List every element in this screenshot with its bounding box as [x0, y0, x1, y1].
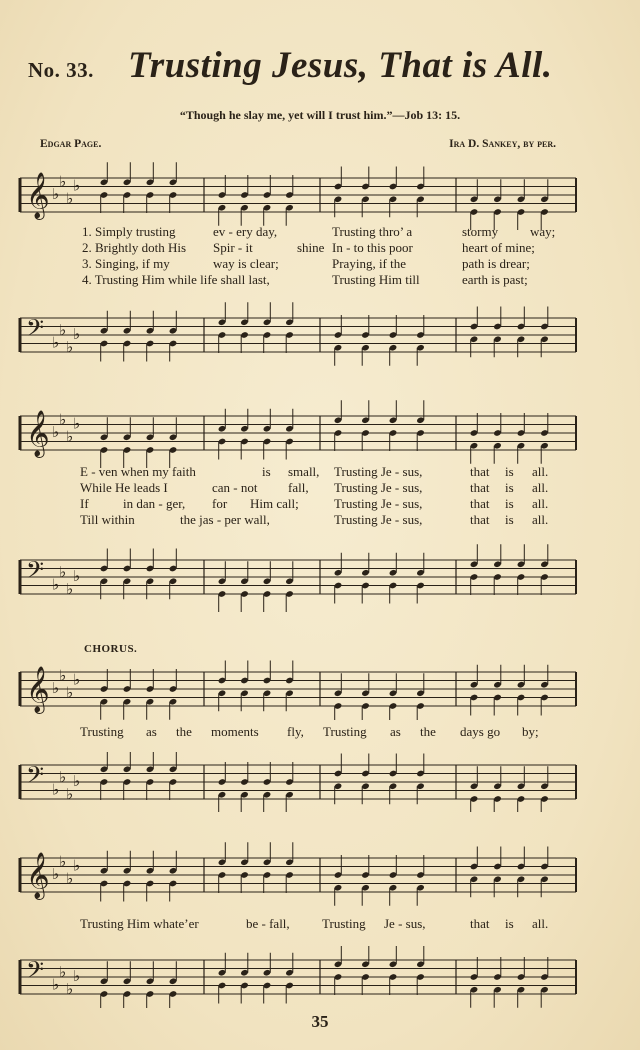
- flat-icon: ♭: [52, 865, 60, 883]
- lyric-syllable: Je - sus,: [384, 916, 426, 931]
- bass-clef-icon: 𝄢: [26, 556, 45, 590]
- lyric-syllable: Him call;: [250, 496, 299, 511]
- flat-icon: ♭: [66, 337, 74, 356]
- lyric-line-chorus-1: [0, 724, 640, 740]
- lyric-syllable: by;: [522, 724, 539, 739]
- music-staff-treble: [0, 398, 640, 468]
- flat-icon: ♭: [59, 410, 67, 429]
- lyric-syllable: small,: [288, 464, 320, 479]
- lyric-line-verse-2: [0, 480, 640, 496]
- bass-clef-icon: 𝄢: [26, 761, 45, 795]
- lyric-syllable: is: [505, 480, 514, 495]
- flat-icon: ♭: [59, 666, 67, 685]
- composer-credit: Ira D. Sankey, by per.: [449, 138, 556, 150]
- lyric-syllable: Trusting Je - sus,: [334, 512, 423, 527]
- lyric-syllable: all.: [532, 916, 549, 931]
- flat-icon: ♭: [73, 856, 81, 875]
- lyric-syllable: is: [505, 512, 514, 527]
- flat-icon: ♭: [66, 869, 74, 888]
- lyric-syllable: In - to this poor: [332, 240, 413, 255]
- lyric-syllable: If: [80, 496, 89, 511]
- lyric-syllable: as: [146, 724, 157, 739]
- lyric-syllable: Trusting: [80, 724, 124, 739]
- flat-icon: ♭: [52, 975, 60, 994]
- lyric-syllable: all.: [532, 480, 549, 495]
- lyric-line-chorus-2: [0, 916, 640, 932]
- lyric-syllable: Praying, if the: [332, 256, 407, 271]
- lyric-syllable: Trusting Je - sus,: [334, 480, 423, 495]
- flat-icon: ♭: [73, 414, 81, 433]
- flat-icon: ♭: [73, 567, 81, 585]
- flat-icon: ♭: [73, 176, 81, 195]
- lyric-syllable: Trusting: [323, 724, 367, 739]
- lyric-syllable: heart of mine;: [462, 240, 535, 255]
- bass-clef-icon: 𝄢: [26, 956, 45, 990]
- flat-icon: ♭: [59, 767, 67, 786]
- lyric-syllable: way is clear;: [213, 256, 279, 271]
- flat-icon: ♭: [52, 780, 60, 799]
- lyric-line-verse-4: [0, 512, 640, 528]
- lyric-syllable: path is drear;: [462, 256, 530, 271]
- lyric-syllable: Trusting Him whate’er: [80, 916, 199, 931]
- lyric-syllable: all.: [532, 496, 549, 511]
- lyric-syllable: fly,: [287, 724, 304, 739]
- lyric-line-verse-1: [0, 224, 640, 240]
- lyric-syllable: Trusting Je - sus,: [334, 464, 423, 479]
- lyric-syllable: Spir - it: [213, 240, 253, 255]
- lyric-syllable: fall,: [288, 480, 309, 495]
- treble-clef-icon: 𝄞: [26, 666, 50, 713]
- flat-icon: ♭: [52, 333, 60, 352]
- chorus-label: CHORUS.: [84, 643, 138, 655]
- lyric-syllable: ev - ery day,: [213, 224, 278, 239]
- flat-icon: ♭: [59, 962, 67, 981]
- lyric-syllable: the: [420, 724, 436, 739]
- page-number: 35: [311, 1012, 329, 1031]
- lyric-line-verse-2: [0, 240, 640, 256]
- flat-icon: ♭: [66, 784, 74, 803]
- lyric-syllable: is: [505, 916, 514, 931]
- lyric-syllable: stormy: [462, 224, 499, 239]
- lyric-syllable: 4. Trusting Him while life shall last,: [82, 272, 270, 287]
- music-staff-bass: [0, 946, 640, 1008]
- lyric-syllable: the: [176, 724, 192, 739]
- lyric-line-verse-1: [0, 464, 640, 480]
- treble-clef-icon: 𝄞: [26, 172, 50, 219]
- lyric-syllable: the jas - per wall,: [180, 512, 270, 527]
- flat-icon: ♭: [59, 320, 67, 339]
- lyric-syllable: way;: [530, 224, 556, 239]
- music-staff-bass: [0, 752, 640, 812]
- lyric-syllable: that: [470, 464, 490, 479]
- lyric-syllable: earth is past;: [462, 272, 528, 287]
- treble-clef-icon: 𝄞: [26, 410, 50, 457]
- scripture-epigraph: “Though he slay me, yet will I trust him.”—Job 13: 15.: [179, 108, 461, 122]
- lyric-syllable: Till within: [80, 512, 135, 527]
- music-staff-treble: [0, 842, 640, 908]
- lyric-syllable: 2. Brightly doth His: [82, 240, 187, 255]
- flat-icon: ♭: [52, 185, 60, 203]
- lyric-syllable: for: [212, 496, 228, 511]
- lyric-syllable: shine: [297, 240, 325, 255]
- flat-icon: ♭: [73, 772, 81, 790]
- lyric-syllable: moments: [211, 724, 259, 739]
- flat-icon: ♭: [73, 670, 81, 689]
- lyric-syllable: days go: [460, 724, 501, 739]
- treble-clef-icon: 𝄞: [26, 852, 50, 899]
- hymn-title: Trusting Jesus, That is All.: [128, 45, 553, 86]
- lyric-syllable: in dan - ger,: [123, 496, 186, 511]
- flat-icon: ♭: [66, 579, 74, 598]
- lyric-syllable: While He leads I: [80, 480, 168, 495]
- lyric-syllable: is: [262, 464, 271, 479]
- flat-icon: ♭: [66, 683, 74, 702]
- lyric-syllable: Trusting Je - sus,: [334, 496, 423, 511]
- flat-icon: ♭: [59, 172, 67, 191]
- author-credit: Edgar Page.: [40, 138, 102, 150]
- lyric-syllable: E - ven when my faith: [80, 464, 196, 479]
- flat-icon: ♭: [73, 325, 81, 343]
- flat-icon: ♭: [73, 967, 81, 985]
- lyric-syllable: Trusting Him till: [332, 272, 420, 287]
- flat-icon: ♭: [66, 189, 74, 208]
- flat-icon: ♭: [59, 852, 67, 871]
- lyric-syllable: be - fall,: [246, 916, 290, 931]
- lyric-syllable: that: [470, 512, 490, 527]
- lyric-syllable: 3. Singing, if my: [82, 256, 170, 271]
- music-staff-bass: [0, 300, 640, 370]
- flat-icon: ♭: [52, 679, 60, 697]
- lyric-line-verse-3: [0, 256, 640, 272]
- music-staff-treble: [0, 160, 640, 230]
- lyric-syllable: is: [505, 464, 514, 479]
- lyric-syllable: that: [470, 480, 490, 495]
- lyric-syllable: Trusting thro’ a: [332, 224, 413, 239]
- lyric-syllable: 1. Simply trusting: [82, 224, 176, 239]
- lyric-syllable: all.: [532, 464, 549, 479]
- lyric-line-verse-3: [0, 496, 640, 512]
- flat-icon: ♭: [66, 979, 74, 998]
- flat-icon: ♭: [59, 562, 67, 581]
- flat-icon: ♭: [52, 423, 60, 441]
- lyric-line-verse-4: [0, 272, 640, 288]
- lyric-syllable: that: [470, 916, 490, 931]
- bass-clef-icon: 𝄢: [26, 314, 45, 348]
- lyric-syllable: that: [470, 496, 490, 511]
- lyric-syllable: all.: [532, 512, 549, 527]
- music-staff-bass: [0, 542, 640, 612]
- lyric-syllable: can - not: [212, 480, 258, 495]
- lyric-syllable: is: [505, 496, 514, 511]
- lyric-syllable: as: [390, 724, 401, 739]
- lyric-syllable: Trusting: [322, 916, 366, 931]
- music-staff-treble: [0, 658, 640, 720]
- flat-icon: ♭: [52, 575, 60, 594]
- hymn-number: No. 33.: [28, 58, 94, 82]
- flat-icon: ♭: [66, 427, 74, 446]
